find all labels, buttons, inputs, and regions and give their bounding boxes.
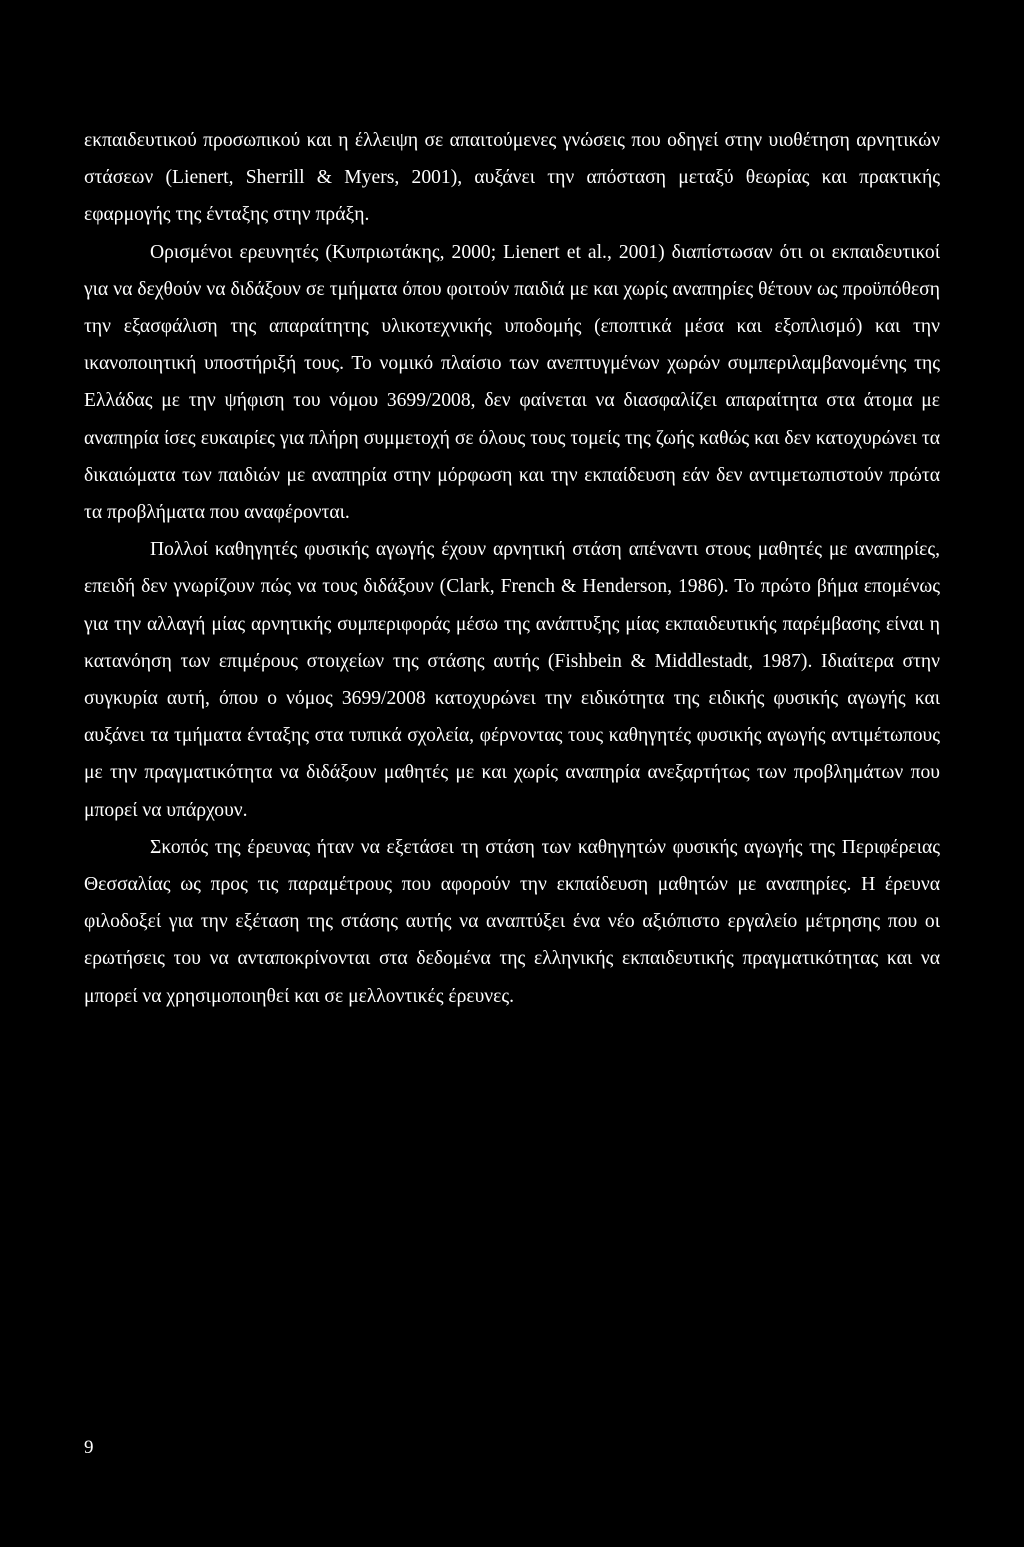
paragraph-3: Πολλοί καθηγητές φυσικής αγωγής έχουν αρνητική στάση απέναντι στους μαθητές με αναπηρίες, επειδή δεν γνωρίζουν πώς να τους διδάξουν (Clark, French & Henderson, 1986). Το πρώτο βήμα επομένως για την αλλαγή μίας αρνητικής συμπεριφοράς μέσω της ανάπτυξης μίας εκπαιδευτικής παρέμβασης είναι η κατανόηση των επιμέρους στοιχείων της στάσης αυτής (Fishbein & Middlestadt, 1987). Ιδιαίτερα στην συγκυρία αυτή, όπου ο νόμος 3699/2008 κατοχυρώνει την ειδικότητα της ειδικής φυσικής αγωγής και αυξάνει τα τμήματα ένταξης στα τυπικά σχολεία, φέρνοντας τους καθηγητές φυσικής αγωγής αντιμέτωπους με την πραγματικότητα να διδάξουν μαθητές με και χωρίς αναπηρία ανεξαρτήτως των προβλημάτων που μπορεί να υπάρχουν. [84,539,940,821]
paragraph-2: Ορισμένοι ερευνητές (Κυπριωτάκης, 2000; Lienert et al., 2001) διαπίστωσαν ότι οι εκπαιδευτικοί για να δεχθούν να διδάξουν σε τμήματα όπου φοιτούν παιδιά με και χωρίς αναπηρίες θέτουν ως προϋπόθεση την εξασφάλιση της απαραίτητης υλικοτεχνικής υποδομής (εποπτικά μέσα και εξοπλισμό) και την ικανοποιητική υποστήριξή τους. Το νομικό πλαίσιο των ανεπτυγμένων χωρών συμπεριλαμβανομένης της Ελλάδας με την ψήφιση του νόμου 3699/2008, δεν φαίνεται να διασφαλίζει απαραίτητα στα άτομα με αναπηρία ίσες ευκαιρίες για πλήρη συμμετοχή σε όλους τους τομείς της ζωής καθώς και δεν κατοχυρώνει τα δικαιώματα των παιδιών με αναπηρία στην μόρφωση και την εκπαίδευση εάν δεν αντιμετωπιστούν πρώτα τα προβλήματα που αναφέρονται. [84,241,940,524]
document-body [84,122,940,1015]
page-number: 9 [84,1437,94,1458]
paragraph-4: Σκοπός της έρευνας ήταν να εξετάσει τη στάση των καθηγητών φυσικής αγωγής της Περιφέρειας Θεσσαλίας ως προς τις παραμέτρους που αφορούν την εκπαίδευση μαθητών με αναπηρίες. Η έρευνα φιλοδοξεί για την εξέταση της στάσης αυτής να αναπτύξει ένα νέο αξιόπιστο εργαλείο μέτρησης που οι ερωτήσεις του να ανταποκρίνονται στα δεδομένα της ελληνικής εκπαιδευτικής πραγματικότητας και να μπορεί να χρησιμοποιηθεί και σε μελλοντικές έρευνες. [84,836,940,1007]
paragraph-1: εκπαιδευτικού προσωπικού και η έλλειψη σε απαιτούμενες γνώσεις που οδηγεί στην υιοθέτηση αρνητικών στάσεων (Lienert, Sherrill & Myers, 2001), αυξάνει την απόσταση μεταξύ θεωρίας και πρακτικής εφαρμογής της ένταξης στην πράξη. [84,130,940,226]
